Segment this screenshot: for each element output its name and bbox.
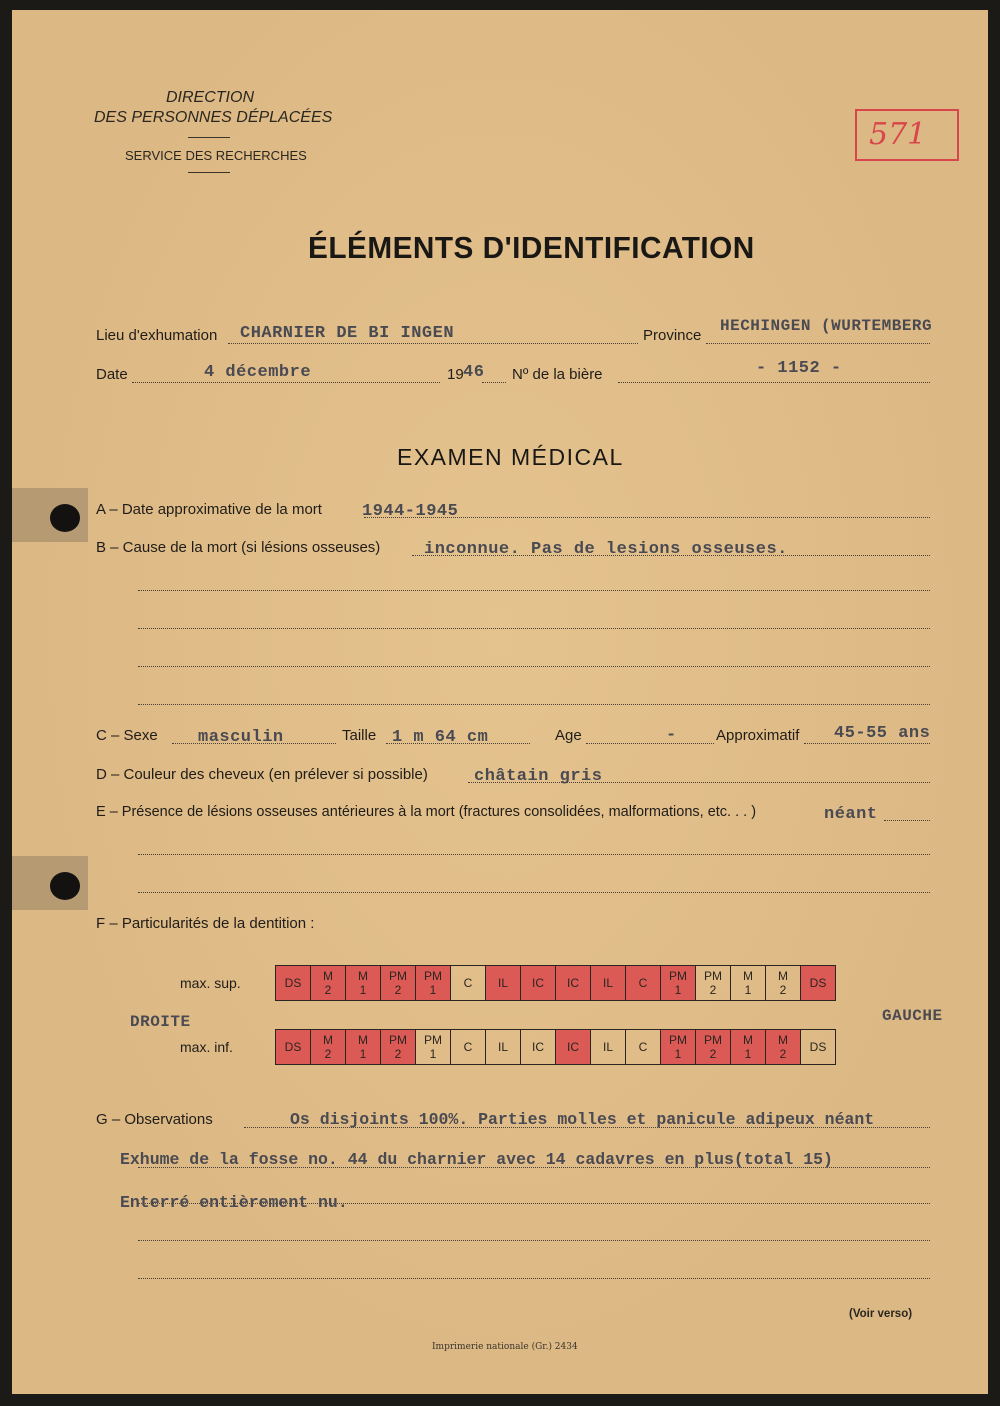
tooth-cell [311,966,346,1001]
item-b-extra-line-1 [138,590,930,591]
item-b-value: inconnue. Pas de lesions osseuses. [424,540,788,559]
tooth-type-label: M [743,1033,753,1047]
item-e-value: néant [824,805,878,824]
tooth-cell [731,966,766,1001]
punch-hole-top [50,504,80,532]
biere-value: - 1152 - [756,359,842,378]
tooth-type-label: IC [567,1040,579,1054]
tooth-type-label: C [638,976,648,990]
item-b-extra-line-2 [138,628,930,629]
tooth-cell [661,966,696,1001]
tooth-type-label: DS [284,1040,302,1054]
tooth-type-label: DS [809,976,827,990]
item-b-label: B – Cause de la mort (si lésions osseuses) [96,539,381,556]
tooth-number-label: 2 [394,983,402,997]
taille-label: Taille [342,727,377,744]
tooth-cell [626,1030,661,1065]
punch-hole-bottom [50,872,80,900]
tooth-type-label: IL [497,1040,508,1054]
tooth-type-label: M [358,969,368,983]
sexe-value: masculin [198,728,284,747]
tooth-number-label: 1 [359,1047,367,1061]
tooth-cell [521,1030,556,1065]
tooth-cell [591,966,626,1001]
tooth-type-label: IC [532,976,544,990]
section-title: EXAMEN MÉDICAL [397,444,624,470]
tooth-cell [276,1030,311,1065]
tooth-cell [696,1030,731,1065]
tooth-type-label: PM [424,1033,442,1047]
item-a-label: A – Date approximative de la mort [96,501,322,518]
gauche-label: GAUCHE [882,1007,943,1025]
approximatif-dotline [804,743,930,744]
header-rule-1 [188,137,230,138]
item-e-label: E – Présence de lésions osseuses antérieures à la mort (fractures consolidées, malformations, etc. . . ) [96,804,757,820]
tooth-type-label: IL [602,1040,613,1054]
tooth-cell [451,1030,486,1065]
tooth-type-label: M [778,969,788,983]
tooth-number-label: 2 [324,1047,332,1061]
document-sheet [12,10,988,1394]
tooth-cell [381,966,416,1001]
teeth-row-inferior [276,1030,836,1065]
approximatif-value: 45-55 ans [834,724,931,743]
tooth-number-label: 1 [359,983,367,997]
tooth-type-label: IL [602,976,613,990]
date-label: Date [96,366,128,383]
age-dotline [586,743,714,744]
tooth-cell [661,1030,696,1065]
tooth-type-label: IL [497,976,508,990]
item-g-label: G – Observations [96,1111,213,1128]
tooth-cell [346,966,381,1001]
observations-line-3: Enterré entièrement nu. [120,1193,348,1212]
reference-number: 571 [869,117,927,152]
item-d-value: châtain gris [474,767,603,786]
tooth-cell [801,966,836,1001]
tooth-cell [696,966,731,1001]
age-label: Age [555,727,582,744]
item-e-dotline [884,820,930,821]
tooth-cell [276,966,311,1001]
tooth-type-label: IC [567,976,579,990]
max-sup-label: max. sup. [180,975,241,991]
province-value: HECHINGEN (WURTEMBERG [720,317,933,335]
biere-dotline [618,382,930,383]
tooth-cell [591,1030,626,1065]
year-value: 46 [463,363,485,382]
tooth-type-label: DS [284,976,302,990]
province-label: Province [643,327,702,344]
approximatif-label: Approximatif [716,727,800,744]
header-service: SERVICE DES RECHERCHES [125,148,307,163]
province-dotline [706,343,930,344]
tooth-cell [416,966,451,1001]
observations-line-1: Os disjoints 100%. Parties molles et panicule adipeux néant [290,1110,875,1129]
tooth-cell [311,1030,346,1065]
tooth-number-label: 1 [744,983,752,997]
tooth-type-label: PM [704,969,722,983]
lieu-label: Lieu d'exhumation [96,327,218,344]
tooth-type-label: PM [424,969,442,983]
tooth-type-label: M [778,1033,788,1047]
date-value: 4 décembre [204,363,312,382]
tooth-type-label: M [323,1033,333,1047]
tooth-type-label: C [463,1040,473,1054]
tooth-cell [556,966,591,1001]
tooth-cell [556,1030,591,1065]
item-c-label: C – Sexe [96,727,158,744]
teeth-row-superior [276,966,836,1001]
tooth-type-label: M [323,969,333,983]
droite-label: DROITE [130,1013,191,1031]
biere-label: Nº de la bière [512,366,603,383]
tooth-type-label: M [743,969,753,983]
tooth-type-label: C [638,1040,648,1054]
tooth-cell [801,1030,836,1065]
tooth-number-label: 1 [429,1047,437,1061]
item-b-extra-line-4 [138,704,930,705]
taille-value: 1 m 64 cm [392,728,489,747]
max-inf-label: max. inf. [180,1039,233,1055]
lieu-value: CHARNIER DE BI INGEN [240,324,455,343]
tooth-cell [766,966,801,1001]
observations-line-2: Exhume de la fosse no. 44 du charnier avec 14 cadavres en plus(total 15) [120,1150,833,1169]
item-a-value: 1944-1945 [362,502,459,521]
tooth-cell [486,1030,521,1065]
tooth-number-label: 2 [779,1047,787,1061]
tooth-number-label: 2 [779,983,787,997]
item-d-label: D – Couleur des cheveux (en prélever si possible) [96,766,428,783]
tooth-cell [731,1030,766,1065]
reference-stamp [855,109,959,161]
header-rule-2 [188,172,230,173]
observations-extra-line-3 [138,1240,930,1241]
year-dotline [482,382,506,383]
tooth-number-label: 2 [324,983,332,997]
tooth-number-label: 1 [674,1047,682,1061]
age-value: - [666,726,677,745]
tooth-type-label: DS [809,1040,827,1054]
imprimerie-note: Imprimerie nationale (Gr.) 2434 [432,1342,578,1352]
header-personnes: DES PERSONNES DÉPLACÉES [94,109,333,126]
year-prefix: 19 [447,366,464,383]
tooth-number-label: 2 [709,983,717,997]
tooth-number-label: 1 [674,983,682,997]
item-b-extra-line-3 [138,666,930,667]
tooth-number-label: 1 [744,1047,752,1061]
tooth-cell [451,966,486,1001]
tooth-cell [521,966,556,1001]
tooth-cell [381,1030,416,1065]
header-direction: DIRECTION [166,89,254,106]
tooth-cell [626,966,661,1001]
observations-extra-line-4 [138,1278,930,1279]
tooth-type-label: PM [389,969,407,983]
tooth-type-label: C [463,976,473,990]
item-e-extra-line-1 [138,854,930,855]
lieu-dotline [228,343,638,344]
tooth-number-label: 1 [429,983,437,997]
tooth-type-label: IC [532,1040,544,1054]
tooth-type-label: PM [669,969,687,983]
tooth-type-label: PM [389,1033,407,1047]
tooth-number-label: 2 [709,1047,717,1061]
page-title: ÉLÉMENTS D'IDENTIFICATION [308,230,755,265]
tooth-cell [346,1030,381,1065]
teeth-chart-maxillary-superior [275,965,836,1001]
tooth-cell [416,1030,451,1065]
tooth-cell [486,966,521,1001]
item-f-label: F – Particularités de la dentition : [96,915,315,932]
tooth-type-label: PM [669,1033,687,1047]
tooth-cell [766,1030,801,1065]
tooth-type-label: PM [704,1033,722,1047]
date-dotline [132,382,440,383]
voir-verso: (Voir verso) [849,1308,913,1320]
teeth-chart-maxillary-inferior [275,1029,836,1065]
tooth-type-label: M [358,1033,368,1047]
tooth-number-label: 2 [394,1047,402,1061]
item-e-extra-line-2 [138,892,930,893]
